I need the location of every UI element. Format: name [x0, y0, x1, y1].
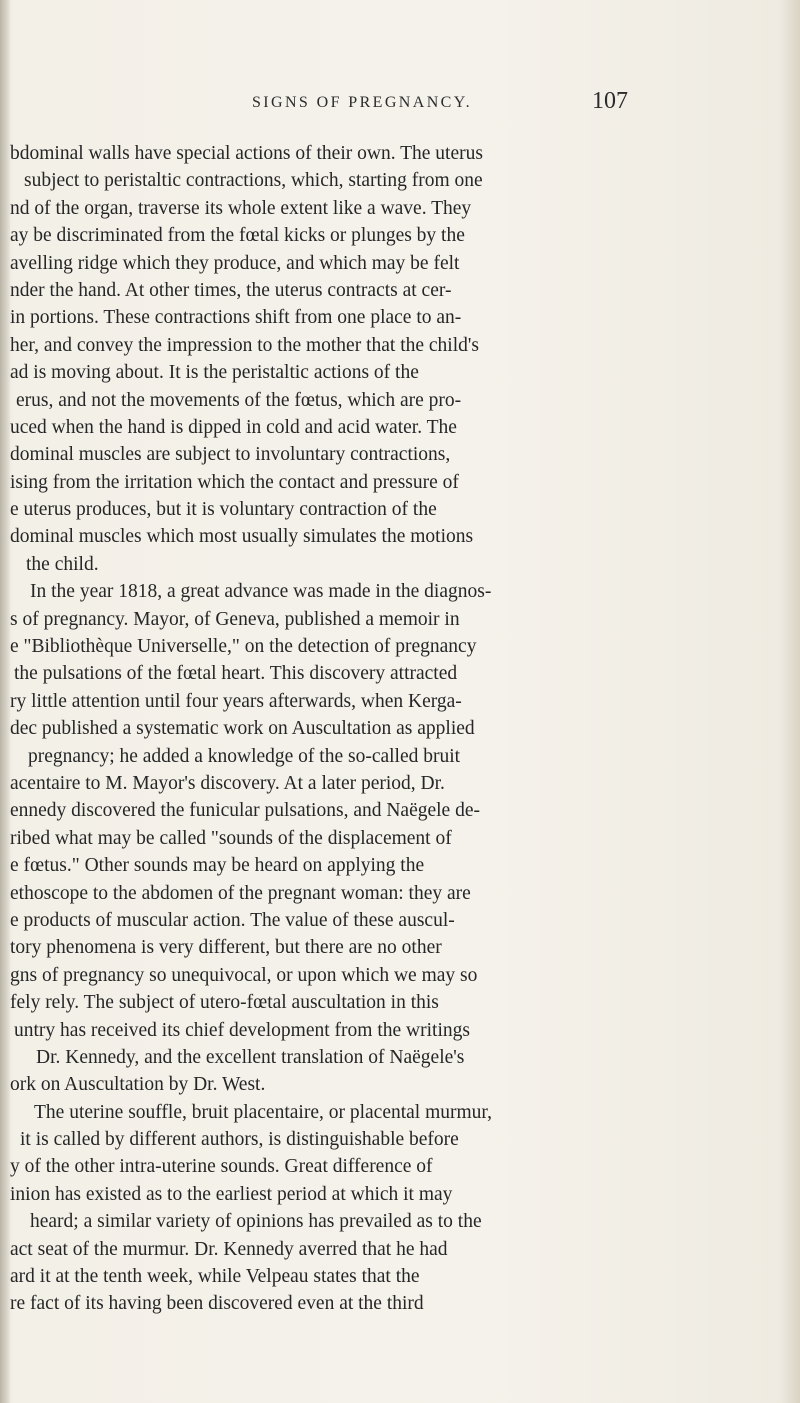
text-line: ad is moving about. It is the peristaltic actions of the — [10, 362, 419, 384]
text-line: ry little attention until four years afterwards, when Kerga- — [10, 690, 462, 712]
text-line: in portions. These contractions shift from one place to an- — [10, 307, 462, 329]
text-line: inion has existed as to the earliest period at which it may — [10, 1183, 453, 1205]
text-line: pregnancy; he added a knowledge of the so-called bruit — [28, 745, 461, 767]
text-line: ard it at the tenth week, while Velpeau states that the — [10, 1266, 420, 1288]
text-line: untry has received its chief development from the writings — [14, 1019, 470, 1041]
text-line: dominal muscles are subject to involuntary contractions, — [10, 444, 451, 466]
text-line: dominal muscles which most usually simulates the motions — [10, 526, 474, 548]
text-line: erus, and not the movements of the fœtus, which are pro- — [16, 389, 462, 411]
body-text — [10, 140, 700, 1318]
text-line: The uterine souffle, bruit placentaire, or placental murmur, — [34, 1101, 493, 1123]
page-gutter-shadow — [0, 0, 10, 1403]
text-line: s of pregnancy. Mayor, of Geneva, published a memoir in — [10, 608, 460, 630]
text-line: the pulsations of the fœtal heart. This discovery attracted — [14, 663, 458, 685]
text-line: re fact of its having been discovered even at the third — [10, 1293, 424, 1315]
text-line: ribed what may be called "sounds of the displacement of — [10, 827, 452, 849]
text-line: heard; a similar variety of opinions has prevailed as to the — [30, 1211, 482, 1233]
page-edge-shadow — [782, 0, 800, 1403]
text-line: tory phenomena is very different, but there are no other — [10, 937, 442, 959]
text-line: ethoscope to the abdomen of the pregnant woman: they are — [10, 882, 471, 904]
text-line: dec published a systematic work on Auscultation as applied — [10, 718, 475, 740]
text-line: avelling ridge which they produce, and which may be felt — [10, 252, 460, 274]
text-line: e uterus produces, but it is voluntary contraction of the — [10, 499, 437, 521]
running-head: SIGNS OF PREGNANCY. — [252, 94, 473, 111]
text-line: acentaire to M. Mayor's discovery. At a later period, Dr. — [10, 772, 445, 794]
page-number: 107 — [592, 88, 628, 114]
text-line: uced when the hand is dipped in cold and acid water. The — [10, 416, 457, 438]
text-line: ork on Auscultation by Dr. West. — [10, 1074, 266, 1096]
text-line: e "Bibliothèque Universelle," on the detection of pregnancy — [10, 636, 477, 658]
text-line: act seat of the murmur. Dr. Kennedy averred that he had — [10, 1238, 448, 1260]
text-line: it is called by different authors, is distinguishable before — [20, 1129, 459, 1151]
page-header — [0, 88, 800, 128]
text-line: y of the other intra-uterine sounds. Great difference of — [10, 1156, 433, 1178]
text-line: Dr. Kennedy, and the excellent translation of Naëgele's — [36, 1046, 465, 1068]
text-line: e products of muscular action. The value of these auscul- — [10, 909, 455, 931]
text-line: ising from the irritation which the contact and pressure of — [10, 471, 459, 493]
text-line: ennedy discovered the funicular pulsations, and Naëgele de- — [10, 800, 480, 822]
text-line: fely rely. The subject of utero-fœtal auscultation in this — [10, 992, 439, 1014]
text-line: nder the hand. At other times, the uterus contracts at cer- — [10, 279, 452, 301]
text-line: subject to peristaltic contractions, which, starting from one — [24, 170, 483, 192]
text-line: her, and convey the impression to the mother that the child's — [10, 334, 479, 356]
text-line: nd of the organ, traverse its whole extent like a wave. They — [10, 197, 472, 219]
text-line: gns of pregnancy so unequivocal, or upon which we may so — [10, 964, 478, 986]
text-line: e fœtus." Other sounds may be heard on applying the — [10, 855, 425, 877]
text-line: In the year 1818, a great advance was made in the diagnos- — [30, 581, 492, 603]
text-line: ay be discriminated from the fœtal kicks or plunges by the — [10, 225, 465, 247]
text-line: the child. — [26, 553, 99, 575]
text-line: bdominal walls have special actions of their own. The uterus — [10, 143, 483, 164]
